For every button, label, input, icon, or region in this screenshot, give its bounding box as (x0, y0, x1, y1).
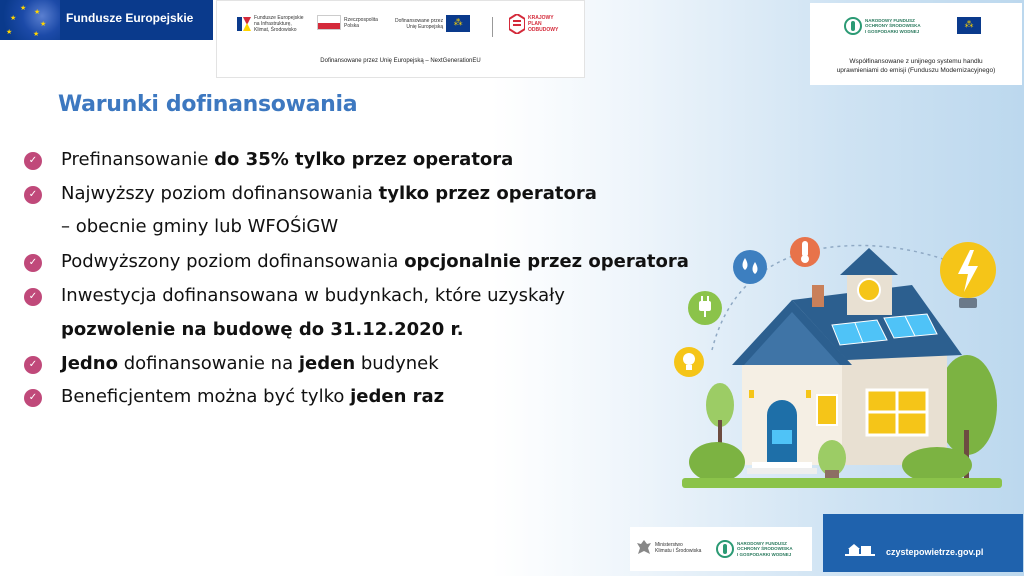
checkmark-icon: ✓ (24, 389, 42, 407)
bullet-bold: do 35% tylko przez operatora (214, 149, 514, 170)
bullet-bold: opcjonalnie przez operatora (404, 251, 689, 272)
nfos-icon (716, 540, 734, 558)
slide-title: Warunki dofinansowania (58, 92, 358, 117)
checkmark-icon: ✓ (24, 288, 42, 306)
water-drops-icon (733, 250, 767, 284)
eu-flag-icon: ⁂ (957, 17, 981, 34)
fe-infrastructure-logo (237, 15, 303, 33)
ministry-line2: Klimatu i Środowiska (655, 548, 702, 554)
czyste-powietrze-footer (823, 514, 1023, 572)
funding-caption: Dofinansowane przez Unię Europejską – NextGenerationEU (320, 58, 481, 64)
bullet-text: budynek (355, 353, 439, 374)
modernization-fund-logos (810, 3, 1022, 85)
nfos-line1: NARODOWY FUNDUSZ (865, 17, 915, 23)
logo-divider (492, 17, 493, 37)
czyste-powietrze-logo-icon (845, 543, 875, 556)
nfos-line2: OCHRONY ŚRODOWISKA (865, 23, 921, 29)
bullet-bold: Jedno (61, 353, 118, 374)
eu-flag-icon: ⁂ (446, 15, 470, 32)
house-illustration (672, 230, 1002, 495)
footer-nfos-logo (716, 540, 793, 558)
pl-line1: Rzeczpospolita (344, 16, 378, 23)
bullet-text: Beneficjentem można być tylko (61, 386, 351, 407)
plug-icon (688, 291, 722, 325)
bullet-continuation: pozwolenie na budowę do 31.12.2020 r. (61, 319, 464, 340)
bullet-text: Prefinansowanie (61, 149, 215, 170)
checkmark-icon: ✓ (24, 356, 42, 374)
website-link[interactable]: czystepowietrze.gov.pl (886, 547, 984, 557)
bullet-text: dofinansowanie na (117, 353, 299, 374)
fundusze-europejskie-banner (0, 0, 213, 40)
bullet-bold: jeden raz (350, 386, 445, 407)
eu-logo (395, 15, 470, 32)
footer-partner-logos (630, 527, 812, 571)
bullet-bold: jeden (298, 353, 356, 374)
fe-infra-line2: na Infrastrukturę, (254, 21, 292, 27)
modernization-fund-caption (810, 57, 1022, 75)
kpo-mark-icon (509, 14, 525, 34)
kpo-line2: PLAN (528, 21, 542, 27)
fe-banner-text: Fundusze Europejskie (66, 11, 194, 25)
bush-right (902, 447, 972, 483)
eagle-emblem-icon (636, 539, 652, 557)
thermometer-icon (790, 237, 820, 267)
eu-stars-icon: ★ ★ ★ ★ ★ ★ (0, 0, 60, 40)
ground (682, 478, 1002, 488)
house (732, 248, 962, 474)
polish-flag-icon (317, 15, 341, 30)
nfos-line1: NARODOWY FUNDUSZ (737, 540, 787, 546)
bullet-text: Najwyższy poziom dofinansowania (61, 183, 379, 204)
checkmark-icon: ✓ (24, 254, 42, 272)
pl-line2: Polska (344, 22, 360, 29)
nfos-logo (844, 17, 921, 35)
bullet-text: Inwestycja dofinansowana w budynkach, które uzyskały (61, 285, 565, 306)
nfos-icon (844, 17, 862, 35)
fe-infra-line1: Fundusze Europejskie (254, 15, 304, 21)
caption-line1: Współfinansowane z unijnego systemu handlu (849, 58, 983, 65)
bush-left (689, 442, 745, 482)
nfos-line2: OCHRONY ŚRODOWISKA (737, 546, 793, 552)
nfos-line3: I GOSPODARKI WODNEJ (737, 551, 792, 557)
ministry-line1: Ministerstwo (655, 542, 683, 548)
caption-line2: uprawnieniami do emisji (Funduszu Modernizacyjnego) (836, 67, 996, 74)
kpo-line3: ODBUDOWY (528, 27, 559, 33)
checkmark-icon: ✓ (24, 186, 42, 204)
eu-line2: Unię Europejską (406, 23, 444, 30)
bullet-bold: tylko przez operatora (378, 183, 597, 204)
bullet-text: Podwyższony poziom dofinansowania (61, 251, 405, 272)
funding-logos-bar (216, 0, 585, 78)
fe-infra-line3: Klimat, Środowisko (254, 27, 297, 33)
kpo-line1: KRAJOWY (528, 15, 554, 21)
nfos-line3: I GOSPODARKI WODNEJ (865, 28, 920, 34)
ministry-logo (636, 539, 701, 557)
kpo-logo (509, 14, 558, 34)
eu-line1: Dofinansowane przez (395, 17, 444, 24)
lightning-bulb-icon (940, 242, 996, 308)
bullet-continuation: – obecnie gminy lub WFOŚiGW (61, 216, 339, 237)
fe-star-icon (237, 15, 251, 33)
pl-logo (317, 15, 378, 30)
lightbulb-icon (674, 347, 704, 377)
checkmark-icon: ✓ (24, 152, 42, 170)
